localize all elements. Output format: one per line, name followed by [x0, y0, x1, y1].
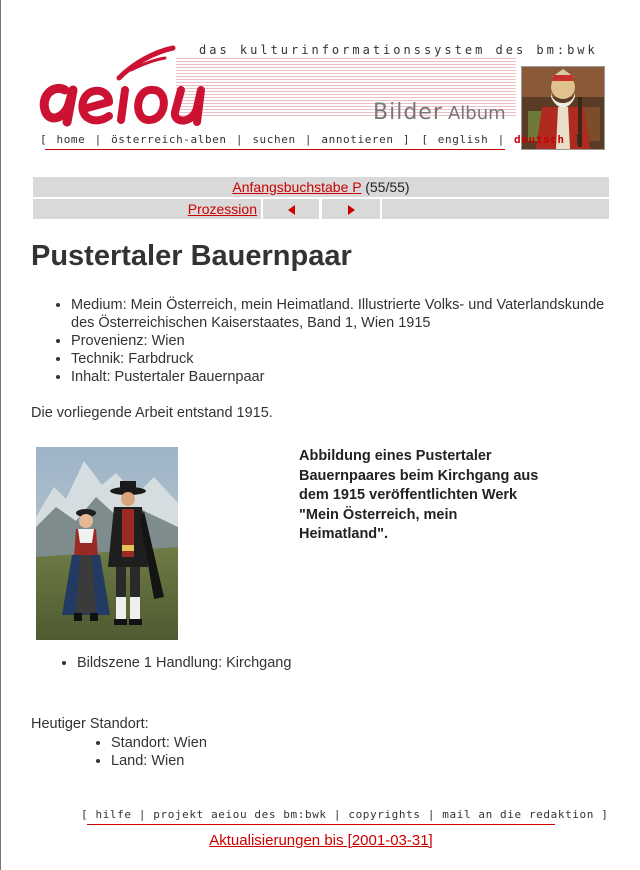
- page-title: Pustertaler Bauernpaar: [31, 240, 352, 272]
- next-arrow-icon[interactable]: [348, 205, 355, 215]
- metadata-inhalt: • Inhalt: Pustertaler Bauernpaar: [71, 368, 611, 386]
- nav-annotieren[interactable]: annotieren: [321, 133, 394, 146]
- nav-home[interactable]: home: [56, 133, 86, 146]
- site-header: [1, 0, 640, 160]
- metadata-technik: • Technik: Farbdruck: [71, 350, 611, 368]
- nav-deutsch[interactable]: deutsch: [514, 133, 565, 146]
- image-caption: Abbildung eines Pustertaler Bauernpaares beim Kirchgang aus dem 1915 veröffentlichten Werk "Mein Österreich, mein Heimatland".: [299, 448, 539, 542]
- album-title-sub: Album: [447, 103, 506, 124]
- letter-navigation-bar: [33, 177, 609, 197]
- position-indicator: (55/55): [365, 179, 410, 195]
- previous-arrow-icon[interactable]: [288, 205, 295, 215]
- intro-text: Die vorliegende Arbeit entstand 1915.: [31, 405, 273, 421]
- footer-projekt[interactable]: projekt aeiou des bm:bwk: [153, 808, 327, 821]
- footer-copyrights[interactable]: copyrights: [348, 808, 421, 821]
- aeiou-logo[interactable]: [35, 38, 235, 138]
- metadata-provenienz: • Provenienz: Wien: [71, 332, 611, 350]
- album-title-main: Bilder: [373, 100, 443, 125]
- category-link[interactable]: Prozession: [187, 201, 257, 217]
- album-title: [373, 100, 506, 125]
- footer-mail[interactable]: mail an die redaktion: [442, 808, 594, 821]
- location-standort: • Standort: Wien: [111, 734, 207, 752]
- category-cell: [33, 199, 261, 219]
- updates-link[interactable]: Aktualisierungen bis [2001-03-31]: [209, 832, 433, 849]
- nav-oesterreich-alben[interactable]: österreich-alben: [111, 133, 227, 146]
- bauernpaar-photo[interactable]: [36, 447, 178, 640]
- top-navigation-underline: [45, 149, 505, 150]
- letter-link[interactable]: Anfangsbuchstabe P: [232, 179, 362, 195]
- next-cell: [322, 199, 380, 219]
- nav-english[interactable]: english: [437, 133, 489, 146]
- location-label: Heutiger Standort:: [31, 716, 149, 732]
- footer-navigation-underline: [87, 824, 555, 825]
- category-navigation-bar: [33, 199, 609, 219]
- navigation-filler: [382, 199, 609, 219]
- updates-row: [1, 832, 640, 849]
- previous-cell: [263, 199, 319, 219]
- footer-hilfe[interactable]: hilfe: [95, 808, 132, 821]
- footer-navigation: [ hilfe | projekt aeiou des bm:bwk | copyrights | mail an die redaktion ]: [81, 808, 609, 821]
- metadata-list: [31, 296, 611, 386]
- metadata-medium: • Medium: Mein Österreich, mein Heimatland. Illustrierte Volks- und Vaterlandskunde des Österreichischen Kaiserstaates, Band 1, Wien 1915: [71, 296, 611, 332]
- scene-list: [37, 654, 291, 672]
- nav-suchen[interactable]: suchen: [252, 133, 296, 146]
- scene-item: • Bildszene 1 Handlung: Kirchgang: [77, 654, 291, 672]
- location-land: • Land: Wien: [111, 752, 207, 770]
- top-navigation: [ home | österreich-alben | suchen | annotieren ] [ english | deutsch ]: [40, 133, 582, 146]
- location-list: [71, 734, 207, 770]
- site-tagline: das kulturinformationssystem des bm:bwk: [199, 43, 598, 57]
